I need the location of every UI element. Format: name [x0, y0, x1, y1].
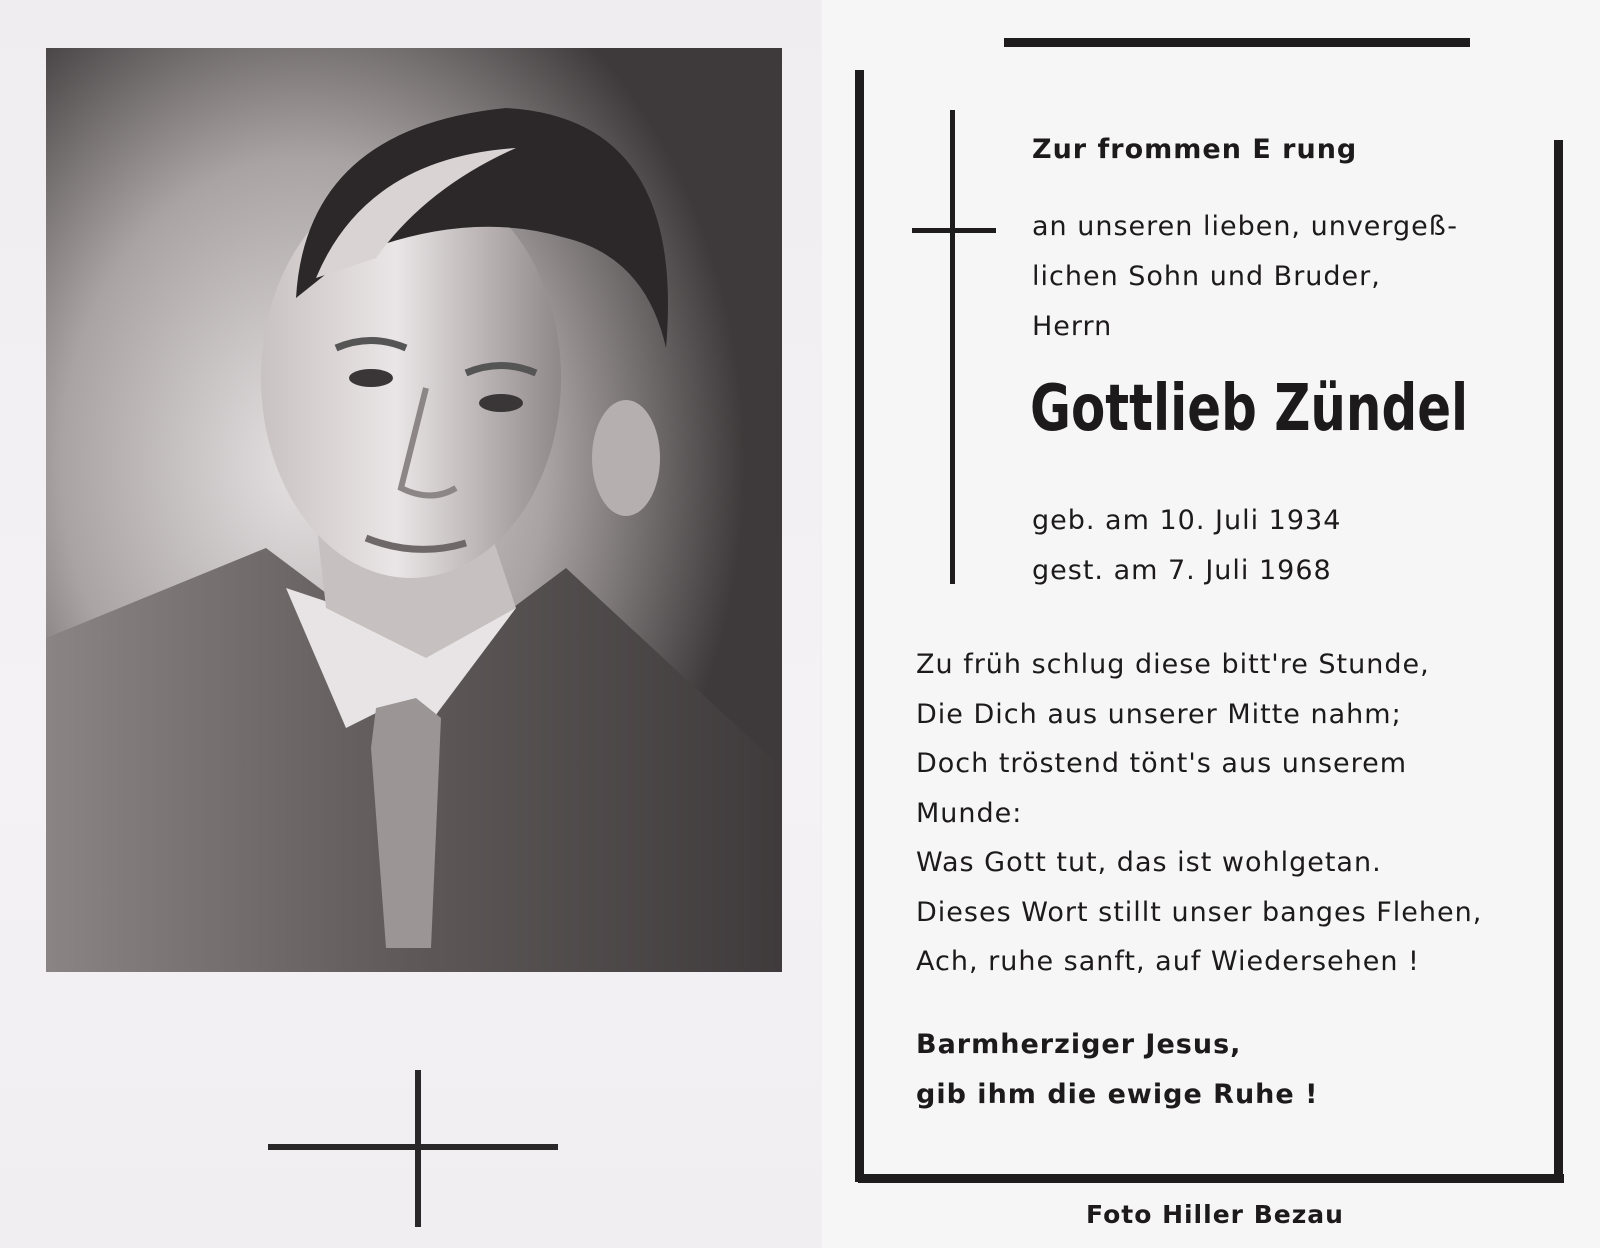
cross-icon-horizontal — [268, 1144, 558, 1150]
small-cross-icon-vertical — [950, 110, 955, 584]
frame-left-border — [855, 70, 864, 1182]
intro-line: Herrn — [1032, 311, 1113, 342]
poem-line: Ach, ruhe sanft, auf Wiedersehen ! — [916, 946, 1420, 977]
photo-credit: Foto Hiller Bezau — [1086, 1200, 1344, 1229]
poem-line: Zu früh schlug diese bitt're Stunde, — [916, 649, 1430, 680]
poem-line: Dieses Wort stillt unser banges Flehen, — [916, 896, 1483, 928]
closing-line: Barmherziger Jesus, — [916, 1029, 1242, 1060]
closing-prayer — [916, 1020, 1318, 1120]
poem-line: Was Gott tut, das ist wohlgetan. — [916, 847, 1382, 878]
closing-line: gib ihm die ewige Ruhe ! — [916, 1079, 1319, 1110]
intro-line: an unseren lieben, unvergeß- — [1032, 211, 1459, 242]
portrait-illustration — [46, 48, 782, 972]
intro-line: lichen Sohn und Bruder, — [1032, 261, 1381, 292]
small-cross-icon-horizontal — [912, 228, 996, 233]
memorial-heading: Zur frommen E rung — [1032, 134, 1358, 165]
frame-right-border — [1554, 140, 1563, 1180]
frame-bottom-border — [858, 1174, 1564, 1183]
deceased-name: Gottlieb Zündel — [1030, 372, 1469, 446]
intro-text — [1032, 202, 1458, 352]
poem-line: Munde: — [916, 797, 1023, 829]
poem-line: Doch tröstend tönt's aus unserem — [916, 748, 1408, 779]
birth-date: geb. am 10. Juli 1934 — [1032, 505, 1342, 536]
life-dates — [1032, 496, 1341, 596]
death-date: gest. am 7. Juli 1968 — [1032, 555, 1332, 586]
poem — [916, 640, 1482, 987]
poem-line: Die Dich aus unserer Mitte nahm; — [916, 698, 1402, 730]
top-rule — [1004, 38, 1470, 47]
portrait-photo — [46, 48, 782, 972]
